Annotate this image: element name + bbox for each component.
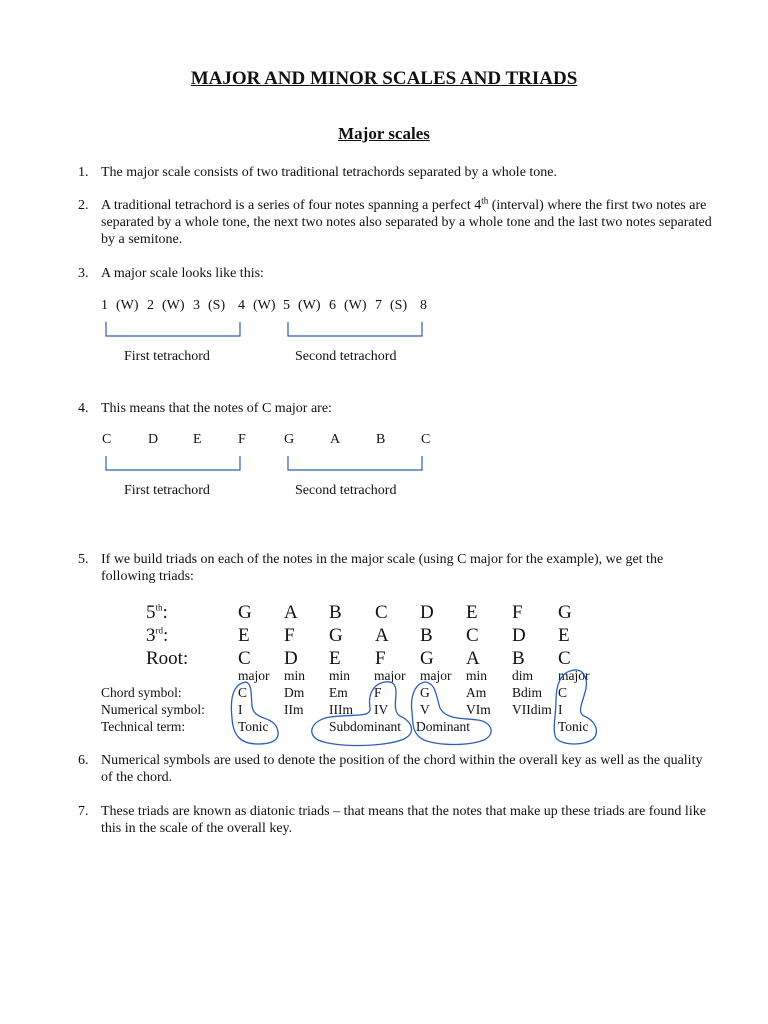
technical-term-label: Technical term: [101, 719, 186, 734]
chord-symbol-label: Chord symbol: [101, 685, 182, 700]
item-text-part: (interval) where the first two notes are separated by a whole tone, the next two notes also separated by a whole tone and the last two notes separated by a semitone. [101, 198, 712, 247]
third-note: C [466, 625, 479, 646]
third-note: A [375, 625, 389, 646]
page-title: MAJOR AND MINOR SCALES AND TRIADS [190, 68, 578, 89]
chord-symbol: Bdim [512, 685, 543, 700]
root-note: G [420, 648, 434, 669]
third-note: D [512, 625, 526, 646]
scale-degree: 1 [101, 298, 108, 313]
chord-quality: dim [512, 668, 534, 683]
scale-step: (W) [116, 298, 139, 313]
chord-quality: major [374, 668, 406, 683]
third-note: E [238, 625, 250, 646]
note: D [148, 432, 159, 447]
scale-degree: 5 [283, 298, 290, 313]
note: F [238, 432, 246, 447]
fifth-row-label: 5th: [146, 602, 168, 623]
first-tetrachord-label: First tetrachord [124, 349, 210, 364]
chord-symbol: C [558, 685, 568, 700]
numerical-symbol: VIm [466, 702, 491, 717]
item-text: The major scale consists of two traditional tetrachords separated by a whole tone. [101, 165, 558, 180]
fifth-note: G [238, 602, 252, 623]
item-text: These triads are known as diatonic triads – that means that the notes that make up these triads are found like this in the scale of the overall key. [101, 804, 706, 836]
item-number: 2. [78, 198, 89, 213]
root-note: B [512, 648, 525, 669]
chord-quality: major [238, 668, 270, 683]
fifth-note: F [512, 602, 523, 623]
third-note: G [329, 625, 343, 646]
numerical-symbol: IIm [284, 702, 304, 717]
root-row-label: Root: [146, 648, 189, 669]
item-text: A major scale looks like this: [101, 266, 264, 281]
chord-quality: major [420, 668, 452, 683]
root-note: E [329, 648, 341, 669]
third-note: F [284, 625, 295, 646]
item-number: 4. [78, 401, 89, 416]
chord-quality: min [329, 668, 351, 683]
technical-term-dominant: Dominant [416, 719, 470, 734]
root-note: D [284, 648, 298, 669]
numerical-symbol: I [238, 702, 243, 717]
scale-step: (W) [344, 298, 367, 313]
chord-quality: major [558, 668, 590, 683]
technical-term-tonic: Tonic [238, 719, 269, 734]
scale-degree: 7 [375, 298, 382, 313]
scale-degree: 8 [420, 298, 427, 313]
first-tetrachord-label: First tetrachord [124, 483, 210, 498]
chord-symbol: G [420, 685, 430, 700]
numerical-symbol: VIIdim [512, 702, 552, 717]
section-heading: Major scales [338, 124, 430, 143]
item-text: This means that the notes of C major are: [101, 401, 332, 416]
fifth-note: B [329, 602, 342, 623]
numerical-symbol: I [558, 702, 563, 717]
scale-step: (W) [253, 298, 276, 313]
chord-symbol: C [238, 685, 248, 700]
root-note: F [375, 648, 386, 669]
scale-degree: 2 [147, 298, 154, 313]
fifth-note: G [558, 602, 572, 623]
first-tetrachord-bracket [106, 456, 240, 470]
chord-symbol: Am [466, 685, 487, 700]
subdominant-circle [312, 682, 412, 746]
tonic-circle [231, 682, 278, 744]
second-tetrachord-label: Second tetrachord [295, 483, 397, 498]
scale-step: (S) [208, 298, 226, 313]
numerical-symbol: V [420, 702, 430, 717]
third-note: E [558, 625, 570, 646]
scale-degree: 6 [329, 298, 336, 313]
root-note: C [558, 648, 571, 669]
item-text: Numerical symbols are used to denote the position of the chord within the overall key as well as the quality of the chord. [101, 753, 703, 785]
item-number: 3. [78, 266, 89, 281]
chord-quality: min [284, 668, 306, 683]
note: C [102, 432, 112, 447]
chord-symbol: Dm [284, 685, 305, 700]
note: C [421, 432, 431, 447]
scale-step: (W) [162, 298, 185, 313]
numerical-symbol: IIIm [329, 702, 353, 717]
note: A [330, 432, 341, 447]
note: B [376, 432, 386, 447]
note: E [193, 432, 202, 447]
tonic-end-circle [554, 670, 596, 744]
scale-degree: 4 [238, 298, 245, 313]
technical-term-subdominant: Subdominant [329, 719, 402, 734]
item-text: If we build triads on each of the notes in the major scale (using C major for the example), we get the following triads: [101, 552, 664, 584]
chord-symbol: F [374, 685, 382, 700]
note: G [284, 432, 295, 447]
chord-symbol: Em [329, 685, 348, 700]
item-text-part: A traditional tetrachord is a series of four notes spanning a perfect 4 [101, 198, 482, 213]
second-tetrachord-label: Second tetrachord [295, 349, 397, 364]
chord-quality: min [466, 668, 488, 683]
fifth-note: A [284, 602, 298, 623]
item-number: 1. [78, 165, 89, 180]
second-tetrachord-bracket [288, 322, 422, 336]
scale-step: (W) [298, 298, 321, 313]
item-number: 5. [78, 552, 89, 567]
superscript: th [481, 195, 489, 206]
item-number: 7. [78, 804, 89, 819]
fifth-note: C [375, 602, 388, 623]
first-tetrachord-bracket [106, 322, 240, 336]
root-note: C [238, 648, 251, 669]
fifth-note: E [466, 602, 478, 623]
root-note: A [466, 648, 480, 669]
scale-step: (S) [390, 298, 408, 313]
fifth-note: D [420, 602, 434, 623]
numerical-symbol-label: Numerical symbol: [101, 702, 205, 717]
second-tetrachord-bracket [288, 456, 422, 470]
third-row-label: 3rd: [146, 625, 169, 646]
dominant-circle [412, 682, 492, 745]
scale-degree: 3 [193, 298, 200, 313]
technical-term-tonic-end: Tonic [558, 719, 589, 734]
third-note: B [420, 625, 433, 646]
item-number: 6. [78, 753, 89, 768]
numerical-symbol: IV [374, 702, 389, 717]
